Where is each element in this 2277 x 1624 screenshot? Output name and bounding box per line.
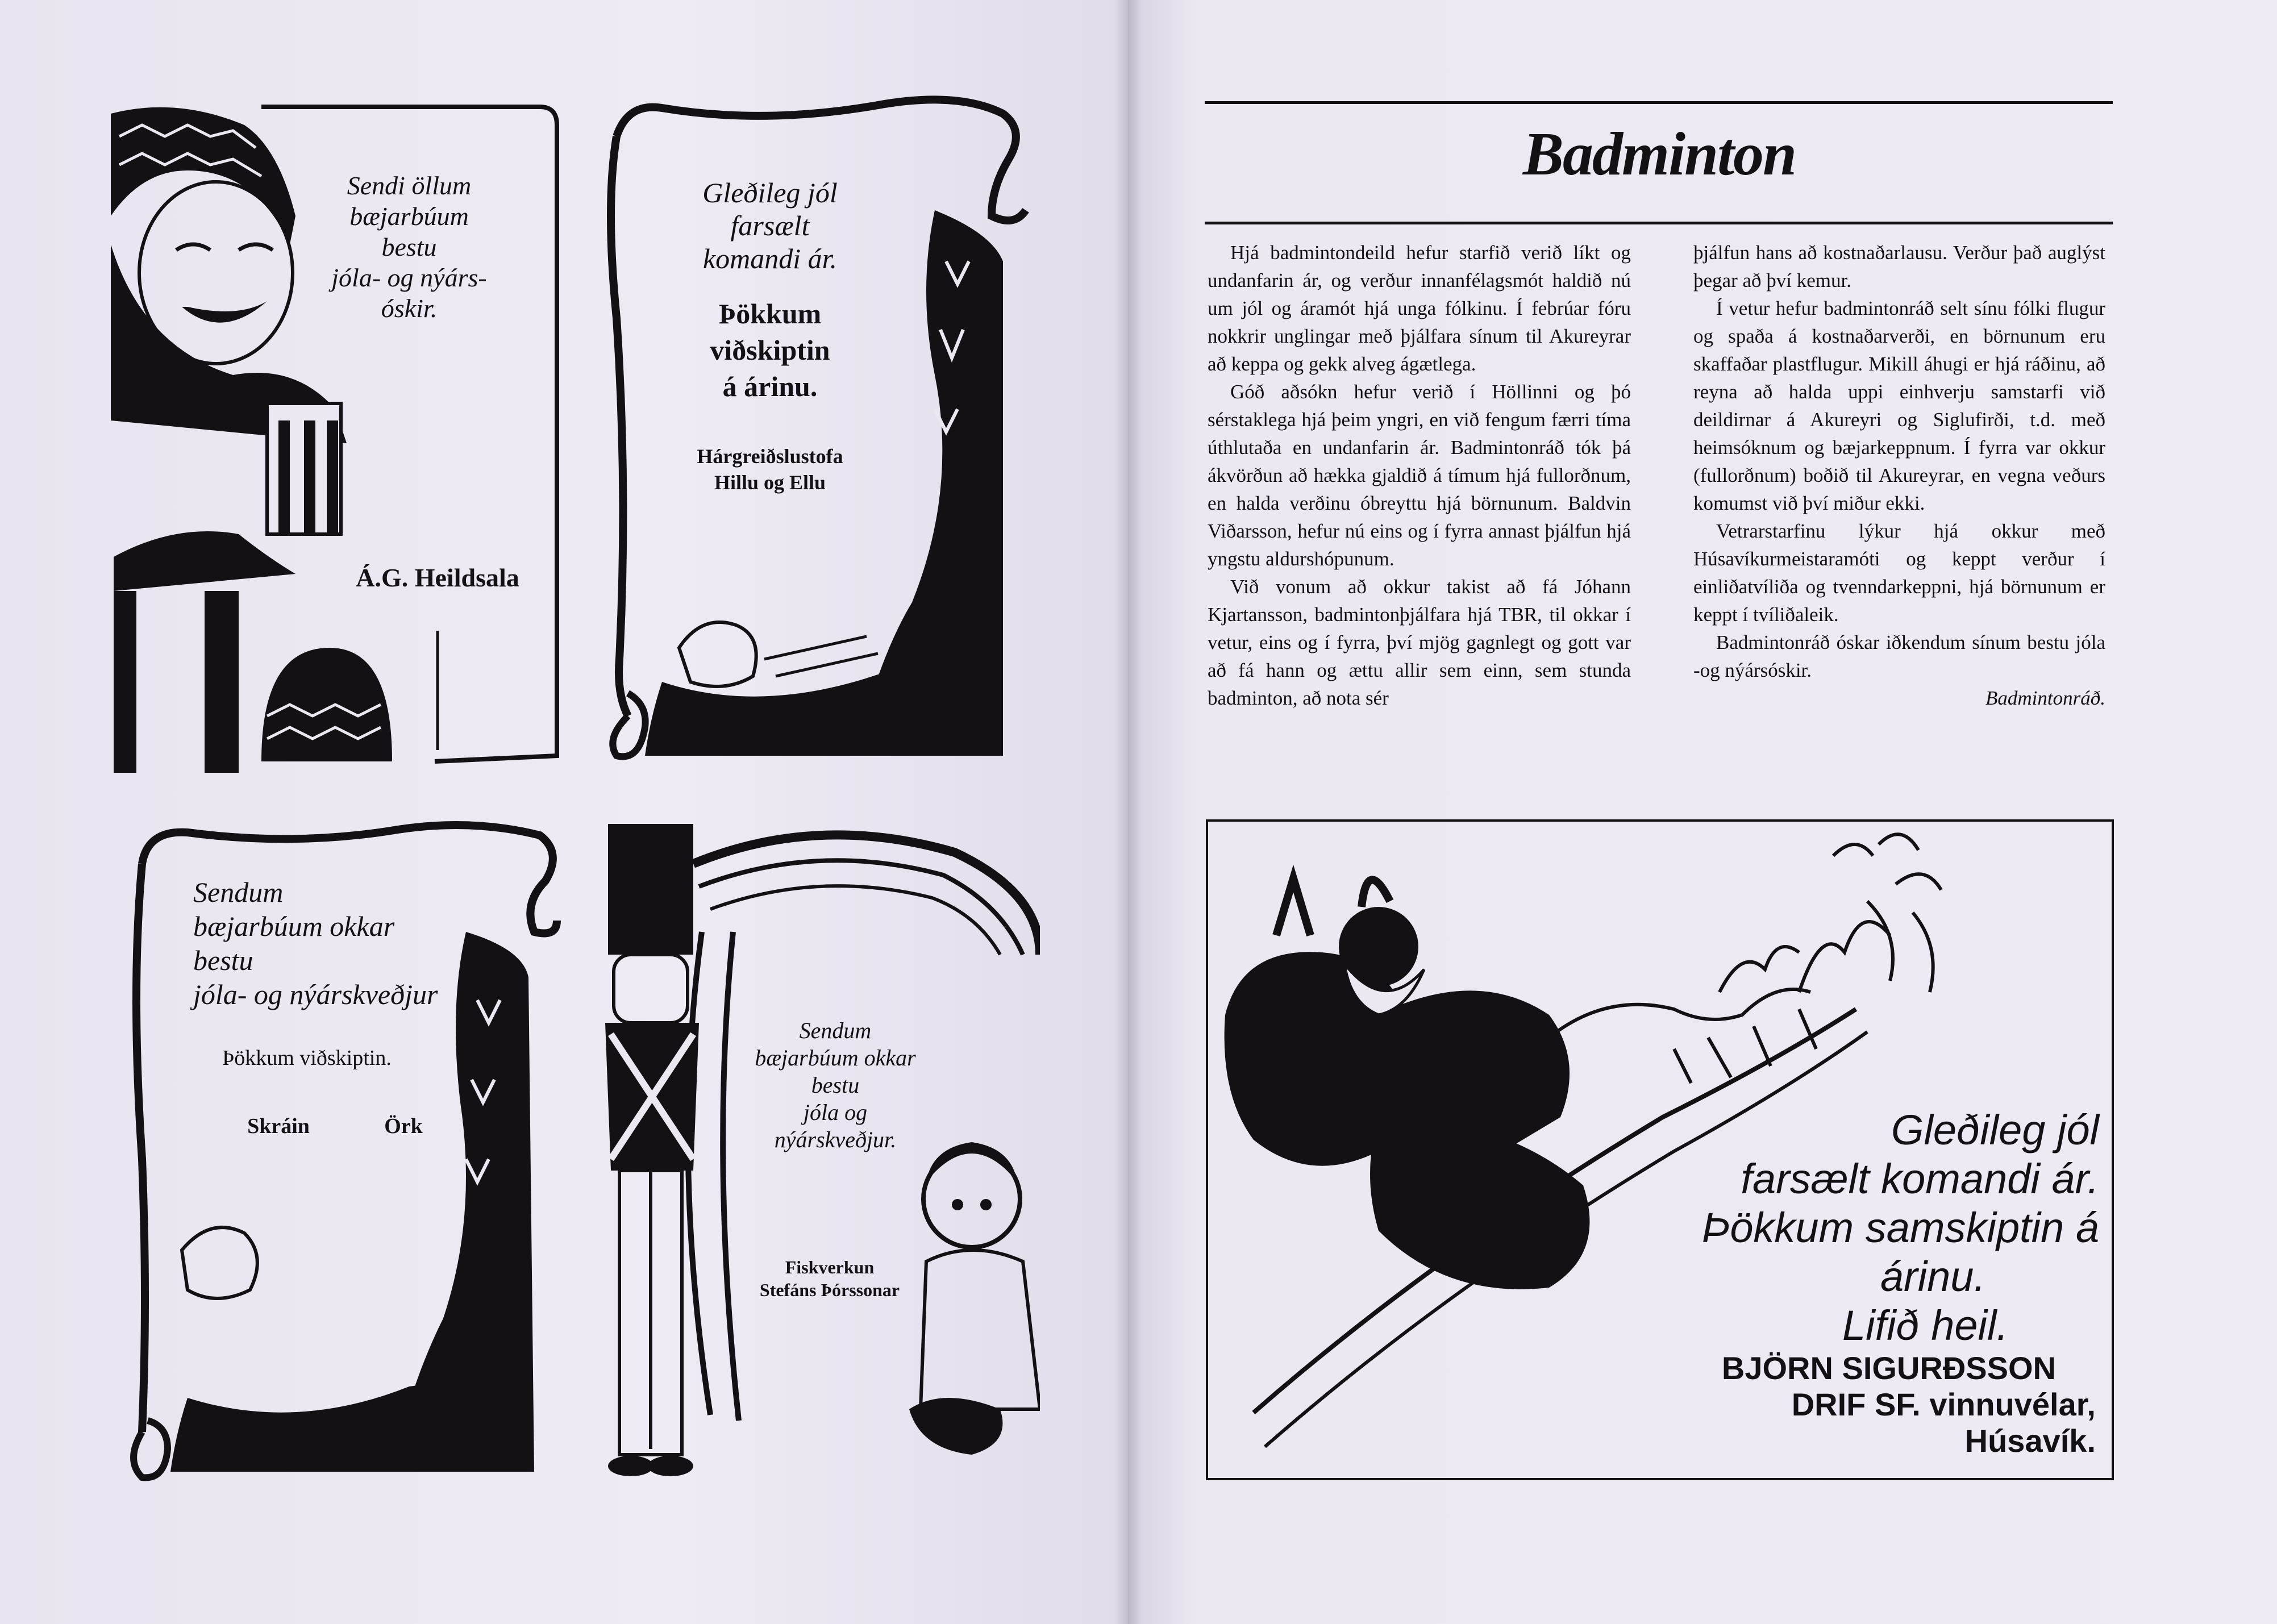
headline-bottom-rule [1205,222,2113,224]
article-paragraph: Góð aðsókn hefur verið í Höllinni og þó sérstaklega hjá þeim yngri, en við fengum færri tíma úthlutaða en undanfarin ár. Badmintonráð tók þá ákvörðun að hækka gjaldið á tímum hjá fullorðnum, en halda verðinu óbreyttu hjá börnunum. Baldvin Viðarsson, hefur nú eins og í fyrra annast þjálfun hjá yngstu aldurshópunum. [1208,381,1631,570]
hargreidslustofa-greeting [656,176,884,275]
skrain-sender-left: Skráin [247,1114,310,1138]
ad-fiskverkun [602,818,1040,1483]
greeting-line: Lifið heil. [1842,1302,2008,1349]
greeting-line: nýárskveðjur. [774,1127,897,1152]
greeting-line: Sendum [799,1018,872,1043]
greeting-line: óskir. [381,294,438,323]
sender-line: Stefáns Þórssonar [759,1280,900,1300]
sender-line: Hárgreiðslustofa [697,445,843,468]
hargreidslustofa-sender [656,443,884,495]
greeting-line: bæjarbúum okkar [755,1045,916,1071]
greeting-line: jóla og [803,1100,868,1125]
article-column-2 [1693,239,2105,712]
article-signature: Badmintonráð. [1985,687,2105,709]
greeting-line: bæjarbúum okkar [193,910,395,942]
firm-line: Húsavík. [1964,1423,2096,1459]
book-gutter [1114,0,1142,1624]
greeting-line: farsælt [730,210,810,241]
ad-heildsala [108,102,563,773]
greeting-line: Sendi öllum [347,171,472,200]
firm-line: BJÖRN SIGURÐSSON [1721,1350,2056,1386]
greeting-line: komandi ár. [702,243,838,274]
article-paragraph: Hjá badmintondeild hefur starfið verið líkt og undanfarin ár, og verður innanfélagsmót haldið nú um jól og áramót hjá unga fólkinu. Í febrúar fóru nokkrir unglingar með þjálfara sínum til Akureyrar að keppa og gekk alveg ágætlega. [1208,241,1631,375]
skrain-sender-right: Örk [384,1114,423,1138]
ad-hargreidslustofa [594,91,1043,761]
sender-line: Hillu og Ellu [714,471,826,494]
firm-line: DRIF SF. vinnuvélar, [1791,1386,2096,1422]
headline-top-rule [1205,101,2113,104]
greeting-line: bæjarbúum [349,202,469,231]
greeting-line: farsælt komandi ár. [1741,1155,2099,1202]
skrain-thanks: Þökkum viðskiptin. [222,1046,392,1070]
heildsala-sender: Á.G. Heildsala [356,563,519,592]
greeting-line: Sendum [193,876,284,908]
fiskverkun-sender [733,1256,926,1301]
santa-ad-greeting [1702,1106,2099,1350]
thanks-line: á árinu. [722,370,818,402]
greeting-line: jóla- og nýárs- [331,263,487,292]
skrain-greeting [193,875,466,1011]
greeting-line: Þökkum samskiptin á [1701,1204,2099,1251]
article-paragraph: þjálfun hans að kostnaðarlausu. Verður það auglýst þegar að því kemur. [1693,241,2105,292]
hargreidslustofa-thanks [656,295,884,405]
greeting-line: jóla- og nýárskveðjur [193,978,438,1010]
sender-line: Fiskverkun [785,1257,875,1277]
article-paragraph: Við vonum að okkur takist að fá Jóhann Kjartansson, badmintonþjálfara hjá TBR, til okkar í vetur, eins og í fyrra, því mjög gagnlegt og gott var að fá hann og ættu allir sem einn, sem stunda badminton, að nota sér [1208,576,1631,709]
santa-ad-firm [1722,1350,2096,1459]
article-headline: Badminton [1522,120,1796,188]
article-paragraph: Í vetur hefur badmintonráð selt sínu fólki flugur og spaða á kostnaðarverði, en börnunum eru skaffaðar plastflugur. Mikill áhugi er hjá ráðinu, að reyna að halda uppi einhverju samstarfi við deildirnar á Akureyri og Siglufirði, t.d. með heimsóknum og bæjarkeppnum. Í fyrra var okkur (fullorðnum) boðið til Akureyrar, en vegna veðurs komumst við því miður ekki. [1693,297,2105,514]
fiskverkun-greeting [722,1017,949,1154]
thanks-line: viðskiptin [710,334,830,366]
article-paragraph: Badmintonráð óskar iðkendum sínum bestu jóla -og nýársóskir. [1693,631,2105,681]
heildsala-greeting [313,170,506,324]
greeting-line: Gleðileg jól [1891,1106,2099,1154]
greeting-line: Gleðileg jól [702,177,838,209]
article-column-1 [1208,239,1631,712]
greeting-line: árinu. [1880,1253,1985,1300]
greeting-line: bestu [811,1072,860,1098]
greeting-line: bestu [381,232,437,261]
thanks-line: Þökkum [718,298,822,330]
ad-skrain-ork [125,818,568,1483]
article-paragraph: Vetrarstarfinu lýkur hjá okkur með Húsavíkurmeistaramóti og keppt verður í einliðatvíliða og tvenndarkeppni, hjá börnunum er keppt í tvíliðaleik. [1693,520,2105,626]
ad-bjorn-sigurdsson [1206,819,2114,1480]
greeting-line: bestu [193,944,253,976]
